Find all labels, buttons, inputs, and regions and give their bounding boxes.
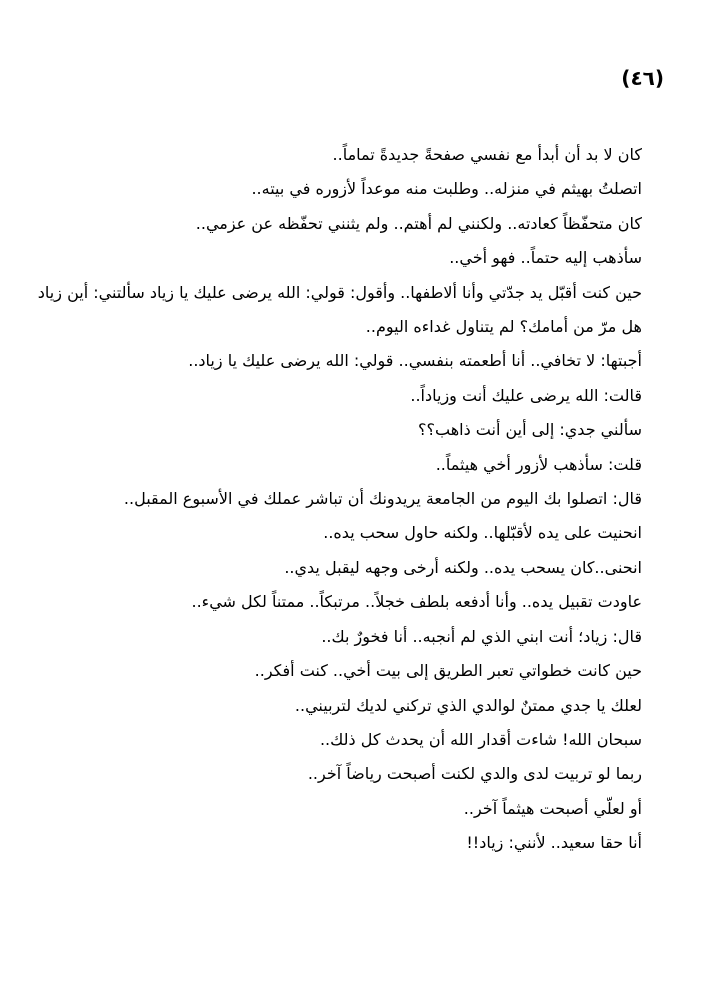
paragraph: قالت: الله يرضى عليك أنت وزياداً.. <box>410 385 642 405</box>
paragraph: سبحان الله! شاءت أقدار الله أن يحدث كل ذلك.. <box>319 729 642 749</box>
paragraph: انحنيت على يده لأقبّلها.. ولكنه حاول سحب يده.. <box>323 523 642 543</box>
paragraph: عاودت تقبيل يده.. وأنا أدفعه بلطف خجلاً.. مرتبكاً.. ممتناً لكل شيء.. <box>191 592 642 612</box>
paragraph: انحنى..كان يسحب يده.. ولكنه أرخى وجهه ليقبل يدي.. <box>284 557 642 577</box>
body-text <box>36 138 642 861</box>
paragraph: سألني جدي: إلى أين أنت ذاهب؟؟ <box>418 420 642 440</box>
page-number: (٤٦) <box>621 66 664 90</box>
paragraph: أجبتها: لا تخافي.. أنا أطعمته بنفسي.. قولي: الله يرضى عليك يا زياد.. <box>188 351 642 371</box>
paragraph: ربما لو تربيت لدى والدي لكنت أصبحت رياضاً آخر.. <box>307 764 642 784</box>
paragraph: اتصلتُ بهيثم في منزله.. وطلبت منه موعداً لأزوره في بيته.. <box>251 179 642 199</box>
paragraph: كان متحفّظاً كعادته.. ولكنني لم أهتم.. ولم يثنني تحفّظه عن عزمي.. <box>195 213 642 233</box>
paragraph: كان لا بد أن أبدأ مع نفسي صفحةً جديدةً تماماً.. <box>332 145 642 164</box>
paragraph: قلت: سأذهب لأزور أخي هيثماً.. <box>435 454 642 474</box>
paragraph: أنا حقا سعيد.. لأنني: زياد!! <box>466 833 642 853</box>
paragraph: سأذهب إليه حتماً.. فهو أخي.. <box>449 248 642 268</box>
paragraph: حين كنت أقبّل يد جدّتي وأنا ألاطفها.. وأقول: قولي: الله يرضى عليك يا زياد سألتني: أين زياد هل مرّ من أمامك؟ لم يتناول غداءه اليوم.. <box>37 282 642 337</box>
paragraph: لعلك يا جدي ممتنٌ لوالدي الذي تركني لديك لتربيني.. <box>294 695 642 715</box>
paragraph: قال: اتصلوا بك اليوم من الجامعة يريدونك أن تباشر عملك في الأسبوع المقبل.. <box>123 489 642 509</box>
paragraph: قال: زياد؛ أنت ابني الذي لم أنجبه.. أنا فخورٌ بك.. <box>321 626 642 646</box>
paragraph: أو لعلّي أصبحت هيثماً آخر.. <box>463 798 642 818</box>
paragraph: حين كانت خطواتي تعبر الطريق إلى بيت أخي.. كنت أفكر.. <box>254 661 642 681</box>
